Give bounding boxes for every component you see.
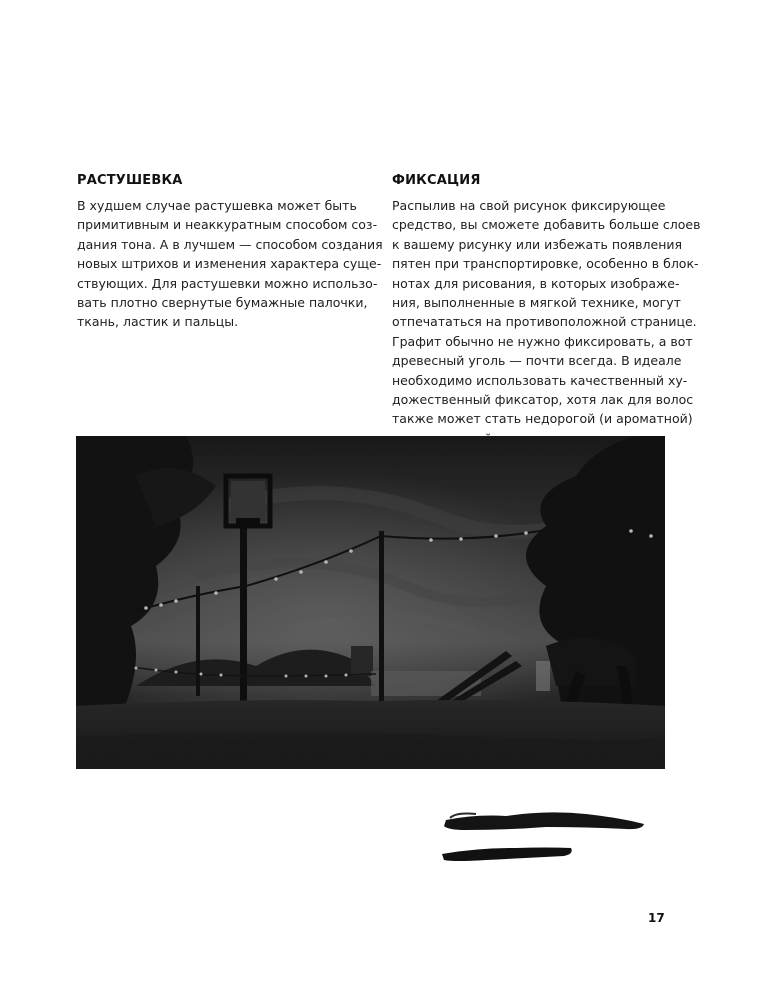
charcoal-stroke-icon xyxy=(436,800,650,870)
text-line: древесный уголь — почти всегда. В идеале xyxy=(392,353,682,369)
text-line: Графит обычно не нужно фиксировать, а вот xyxy=(392,333,693,349)
column-rastushevka xyxy=(77,172,383,332)
text-line: средство, вы сможете добавить больше слоев xyxy=(392,217,701,233)
charcoal-stroke-samples xyxy=(436,800,650,870)
text-line: пятен при транспортировке, особенно в блок- xyxy=(392,256,699,272)
heading-rastushevka: РАСТУШЕВКА xyxy=(77,173,183,188)
charcoal-night-park-drawing xyxy=(76,436,665,769)
text-line: примитивным и неаккуратным способом соз- xyxy=(77,217,378,233)
text-line: В худшем случае растушевка может быть xyxy=(77,198,357,213)
text-line: дания тона. А в лучшем — способом создания xyxy=(77,236,383,252)
text-line: к вашему рисунку или избежать появления xyxy=(392,236,683,252)
text-line: также может стать недорогой (и ароматной) xyxy=(392,411,693,427)
paragraph-rastushevka xyxy=(77,196,383,332)
text-line: необходимо использовать качественный ху- xyxy=(392,372,688,388)
text-line: вать плотно свернутые бумажные палочки, xyxy=(77,295,368,311)
text-line: Распылив на свой рисунок фиксирующее xyxy=(392,198,666,213)
text-line: ткань, ластик и пальцы. xyxy=(77,314,239,330)
night-park-lamp-drawing-icon xyxy=(76,436,665,769)
heading-fiksatsiya: ФИКСАЦИЯ xyxy=(392,173,481,188)
text-line: отпечататься на противоположной странице. xyxy=(392,314,697,330)
text-line: ния, выполненные в мягкой технике, могут xyxy=(392,295,681,311)
text-line: нотах для рисования, в которых изображе- xyxy=(392,275,680,291)
paragraph-fiksatsiya xyxy=(392,196,701,448)
text-line: новых штрихов и изменения характера суще- xyxy=(77,256,382,272)
text-line: дожественный фиксатор, хотя лак для волос xyxy=(392,392,694,408)
page-number: 17 xyxy=(648,911,665,925)
text-line: ствующих. Для растушевки можно использо- xyxy=(77,275,378,291)
column-fiksatsiya xyxy=(392,172,701,448)
